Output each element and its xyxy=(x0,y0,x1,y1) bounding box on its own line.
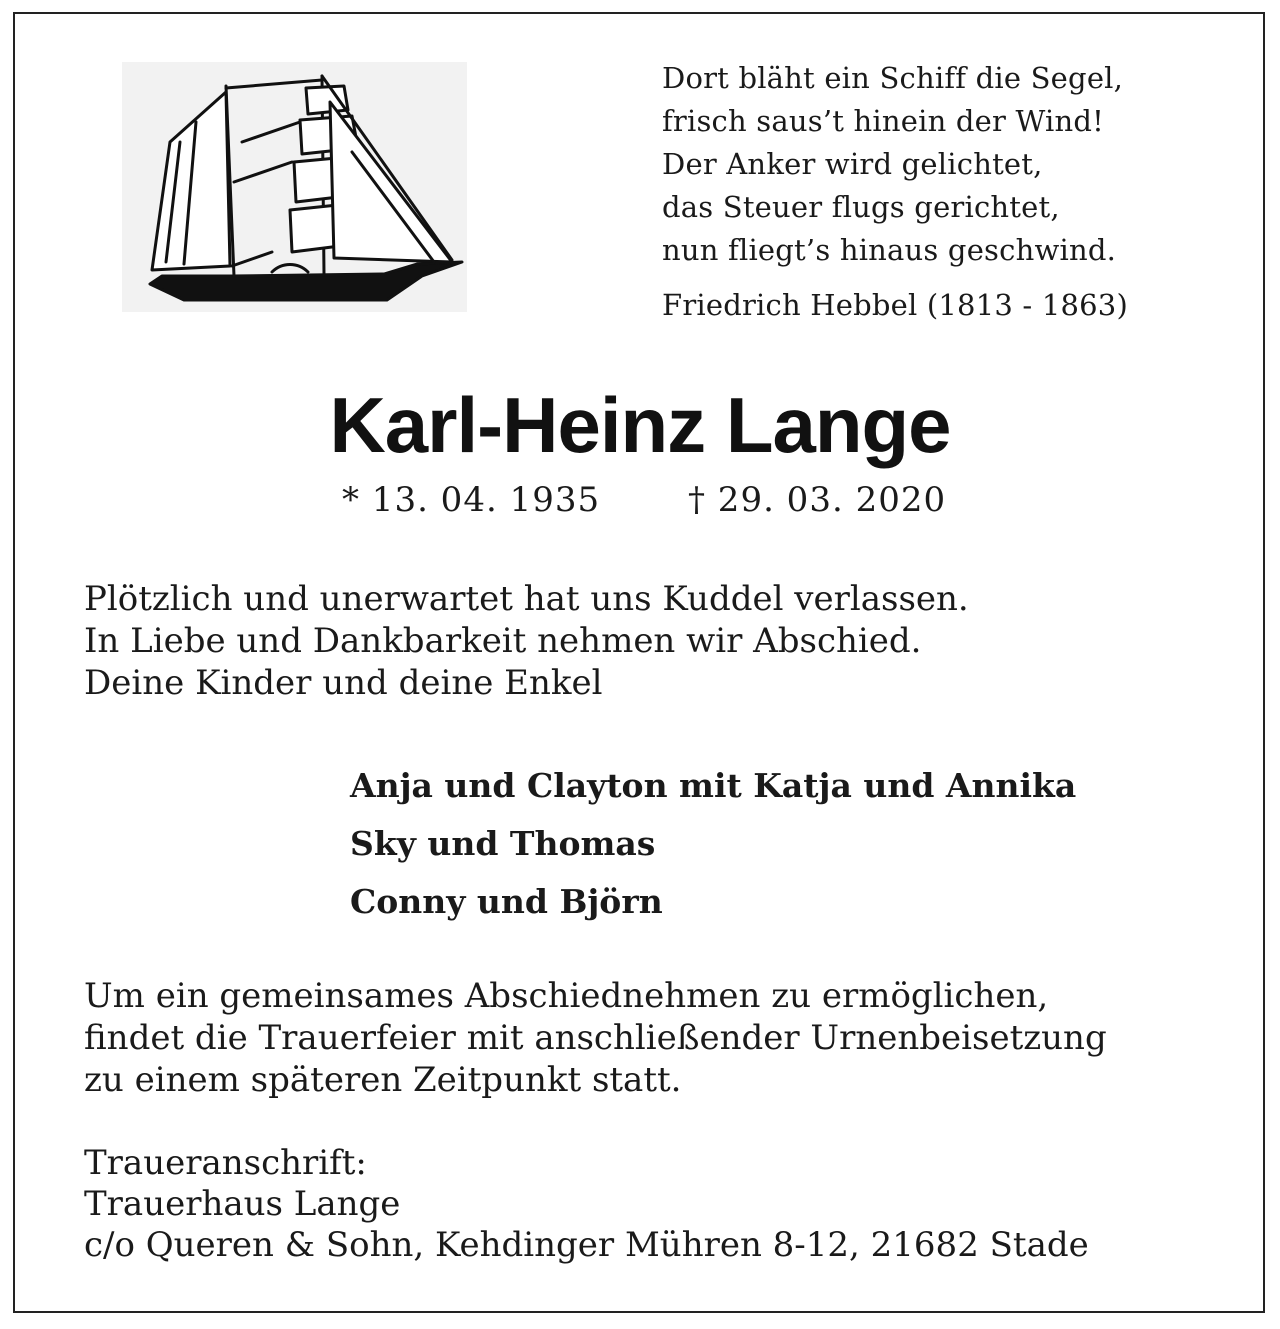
deceased-name: Karl-Heinz Lange xyxy=(329,381,951,469)
ceremony-notice xyxy=(84,975,1214,1101)
poem-author: Friedrich Hebbel (1813 - 1863) xyxy=(662,288,1128,322)
intro-line: In Liebe und Dankbarkeit nehmen wir Abschied. xyxy=(84,621,922,661)
family-names xyxy=(350,757,1230,931)
poem-line: frisch saus’t hinein der Wind! xyxy=(662,104,1104,138)
notice-line: findet die Trauerfeier mit anschließender Urnenbeisetzung xyxy=(84,1018,1107,1058)
notice-line: Um ein gemeinsames Abschiednehmen zu ermöglichen, xyxy=(84,976,1049,1016)
intro-line: Plötzlich und unerwartet hat uns Kuddel verlassen. xyxy=(84,579,969,619)
death-date: † 29. 03. 2020 xyxy=(688,480,947,520)
family-line: Anja und Clayton mit Katja und Annika xyxy=(350,766,1077,805)
poem-line: Der Anker wird gelichtet, xyxy=(662,147,1043,181)
address-line: Trauerhaus Lange xyxy=(84,1184,401,1224)
address-line: c/o Queren & Sohn, Kehdinger Mühren 8-12, 21682 Stade xyxy=(84,1225,1089,1265)
notice-line: zu einem späteren Zeitpunkt statt. xyxy=(84,1060,682,1100)
poem-block xyxy=(662,57,1242,327)
intro-text xyxy=(84,578,1214,704)
birth-date: * 13. 04. 1935 xyxy=(342,480,601,520)
family-line: Conny und Björn xyxy=(350,882,663,921)
family-line: Sky und Thomas xyxy=(350,824,656,863)
mourning-address xyxy=(84,1143,1214,1266)
poem-line: das Steuer flugs gerichtet, xyxy=(662,190,1060,224)
sailing-ship-icon xyxy=(122,62,467,312)
intro-line: Deine Kinder und deine Enkel xyxy=(84,663,603,703)
poem-line: nun fliegt’s hinaus geschwind. xyxy=(662,233,1117,267)
poem-line: Dort bläht ein Schiff die Segel, xyxy=(662,61,1124,95)
address-label: Traueranschrift: xyxy=(84,1143,367,1183)
